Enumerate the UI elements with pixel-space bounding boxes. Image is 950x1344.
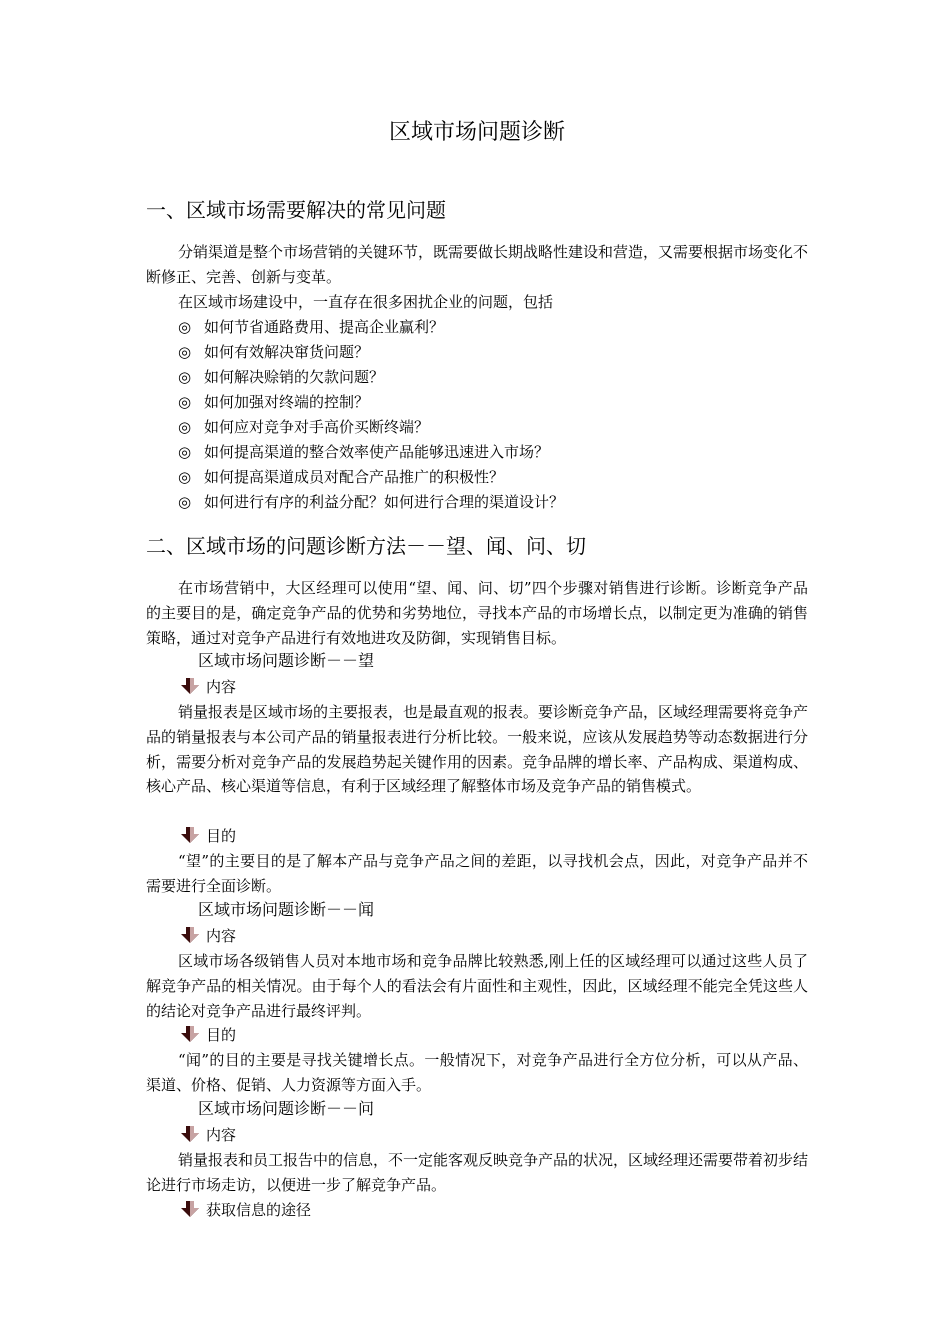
bullet-icon: ◎ <box>178 418 192 436</box>
page-title: 区域市场问题诊断 <box>388 120 565 145</box>
arrow-down-icon <box>180 826 200 844</box>
question-item: ◎ 如何有效解决窜货问题？ <box>178 340 369 365</box>
subsection-title-wang: 区域市场问题诊断－－望 <box>198 651 375 670</box>
content-label: 内容 <box>180 924 236 949</box>
subsection-title-ask: 区域市场问题诊断－－问 <box>198 1099 375 1118</box>
bullet-icon: ◎ <box>178 443 192 461</box>
bullet-icon: ◎ <box>178 468 192 486</box>
section1-lead: 在区域市场建设中，一直存在很多困扰企业的问题，包括 <box>178 293 554 311</box>
wang-content: 销量报表是区域市场的主要报表，也是最直观的报表。要诊断竞争产品，区域经理需要将竞争产品的销量报表与本公司产品的销量报表进行分析比较。一般来说，应该从发展趋势等动态数据进行分析，需要分析对竞争产品的发展趋势起关键作用的因素。竞争品牌的增长率、产品构成、渠道构成、核心产品、核心渠道等信息，有利于区域经理了解整体市场及竞争产品的销售模式。 <box>146 703 809 796</box>
wen-content: 区域市场各级销售人员对本地市场和竞争品牌比较熟悉,刚上任的区域经理可以通过这些人员了解竞争产品的相关情况。由于每个人的看法会有片面性和主观性，因此，区域经理不能完全凭这些人的结论对竞争产品进行最终评判。 <box>146 952 808 1020</box>
content-label: 内容 <box>180 1123 236 1148</box>
wen-purpose: “闻”的目的主要是寻找关键增长点。一般情况下，对竞争产品进行全方位分析，可以从产品、渠道、价格、促销、人力资源等方面入手。 <box>146 1051 808 1094</box>
wang-purpose: “望”的主要目的是了解本产品与竞争产品之间的差距，以寻找机会点，因此，对竞争产品并不需要进行全面诊断。 <box>146 852 808 895</box>
bullet-icon: ◎ <box>178 393 192 411</box>
question-item: ◎ 如何进行有序的利益分配？如何进行合理的渠道设计？ <box>178 490 564 515</box>
question-item: ◎ 如何解决赊销的欠款问题？ <box>178 365 384 390</box>
arrow-down-icon <box>180 926 200 944</box>
purpose-label: 目的 <box>180 1023 236 1048</box>
section1-heading: 一、区域市场需要解决的常见问题 <box>146 198 446 222</box>
bullet-icon: ◎ <box>178 343 192 361</box>
channel-label: 获取信息的途径 <box>180 1198 311 1223</box>
question-item: ◎ 如何提高渠道成员对配合产品推广的积极性？ <box>178 465 504 490</box>
question-item: ◎ 如何加强对终端的控制？ <box>178 390 369 415</box>
question-item: ◎ 如何节省通路费用、提高企业赢利？ <box>178 315 444 340</box>
bullet-icon: ◎ <box>178 318 192 336</box>
arrow-down-icon <box>180 677 200 695</box>
section2-heading: 二、区域市场的问题诊断方法－－望、闻、问、切 <box>146 534 586 558</box>
subsection-title-wen: 区域市场问题诊断－－闻 <box>198 900 375 919</box>
ask-content: 销量报表和员工报告中的信息，不一定能客观反映竞争产品的状况，区域经理还需要带着初步结论进行市场走访，以便进一步了解竞争产品。 <box>146 1151 809 1194</box>
bullet-icon: ◎ <box>178 493 192 511</box>
section2-intro: 在市场营销中，大区经理可以使用“望、闻、问、切”四个步骤对销售进行诊断。诊断竞争产品的主要目的是，确定竞争产品的优势和劣势地位，寻找本产品的市场增长点，以制定更为准确的销售策略，通过对竞争产品进行有效地进攻及防御，实现销售目标。 <box>146 579 808 647</box>
purpose-label: 目的 <box>180 824 236 849</box>
arrow-down-icon <box>180 1025 200 1043</box>
content-label: 内容 <box>180 675 236 700</box>
arrow-down-icon <box>180 1125 200 1143</box>
section1-intro: 分销渠道是整个市场营销的关键环节，既需要做长期战略性建设和营造，又需要根据市场变化不断修正、完善、创新与变革。 <box>146 243 809 286</box>
bullet-icon: ◎ <box>178 368 192 386</box>
arrow-down-icon <box>180 1200 200 1218</box>
question-item: ◎ 如何提高渠道的整合效率使产品能够迅速进入市场？ <box>178 440 549 465</box>
question-item: ◎ 如何应对竞争对手高价买断终端？ <box>178 415 429 440</box>
